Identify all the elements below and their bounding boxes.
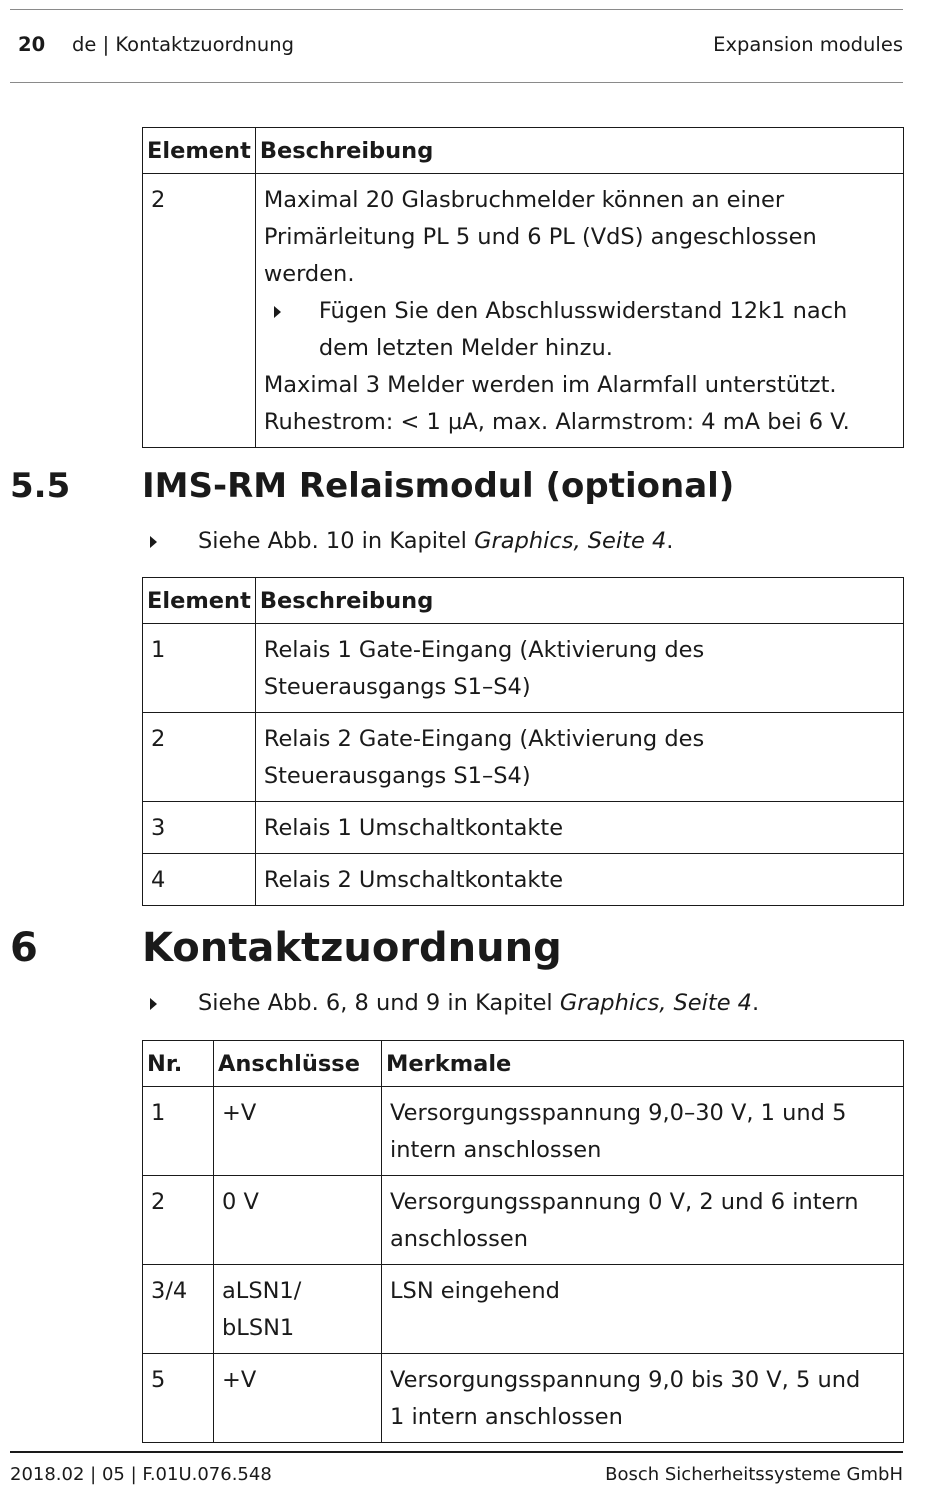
table-header-row [143,128,904,174]
instruction-line: Fügen Sie den Abschlusswiderstand 12k1 nach [318,298,848,324]
column-header-description: Beschreibung [255,578,903,624]
description-line: Primärleitung PL 5 und 6 PL (VdS) angeschlossen [263,224,817,250]
description-line: Ruhestrom: < 1 µA, max. Alarmstrom: 4 mA bei 6 V. [263,409,850,435]
feature-line: anschlossen [390,1226,528,1252]
note-text: Siehe Abb. 10 in Kapitel [198,528,475,554]
cell-feature [382,1087,904,1176]
description-line: Maximal 20 Glasbruchmelder können an einer [263,187,785,213]
description-line: werden. [263,261,355,287]
table-element-description-1 [142,127,904,448]
cell-element: 1 [143,624,256,713]
table-element-description-2 [142,577,904,906]
cell-element: 4 [143,854,256,906]
feature-line: 1 intern anschlossen [390,1404,623,1430]
cell-connection [214,1265,382,1354]
table-row [143,1265,904,1354]
instruction-item [264,293,895,367]
cell-description [255,713,903,802]
feature-line: Versorgungsspannung 9,0 bis 30 V, 5 und [390,1367,861,1393]
table-row [143,1176,904,1265]
footer-document-id: 2018.02 | 05 | F.01U.076.548 [10,1464,272,1485]
table-contact-assignment [142,1040,904,1443]
chapter-number: 6 [10,925,38,971]
table-row [143,713,904,802]
column-header-element: Element [143,578,256,624]
bullet-triangle-icon [150,536,157,548]
cell-feature [382,1176,904,1265]
cell-description [255,624,903,713]
description-line: Maximal 3 Melder werden im Alarmfall unterstützt. [263,372,837,398]
cell-description: Relais 2 Umschaltkontakte [255,854,903,906]
column-header-features: Merkmale [382,1041,904,1087]
cell-connection: 0 V [214,1176,382,1265]
note-reference-link[interactable]: Graphics, Seite 4 [474,528,667,554]
table-row [143,1087,904,1176]
chapter-heading: Kontaktzuordnung [142,925,562,971]
note-punctuation: . [666,528,674,554]
description-line: Steuerausgangs S1–S4) [263,763,531,789]
chapter-title: de | Kontaktzuordnung [72,33,295,56]
column-header-nr: Nr. [143,1041,214,1087]
column-header-element: Element [143,128,256,174]
note-reference-link[interactable]: Graphics, Seite 4 [559,990,753,1016]
header-rule [10,82,903,83]
footer-rule [10,1451,903,1453]
table-row [143,624,904,713]
note-punctuation: . [752,990,760,1016]
table-row [143,802,904,854]
bullet-triangle-icon [274,306,281,318]
description-line: Relais 1 Gate-Eingang (Aktivierung des [263,637,705,663]
footer-company: Bosch Sicherheitssysteme GmbH [605,1464,903,1485]
feature-line: Versorgungsspannung 0 V, 2 und 6 intern [390,1189,859,1215]
cell-connection: +V [214,1087,382,1176]
cell-nr: 2 [143,1176,214,1265]
feature-line: intern anschlossen [390,1137,602,1163]
cell-nr: 1 [143,1087,214,1176]
table-row [143,854,904,906]
cell-element: 3 [143,802,256,854]
cell-feature: LSN eingehend [382,1265,904,1354]
cell-description [255,174,903,448]
cell-element: 2 [143,713,256,802]
cell-nr: 5 [143,1354,214,1443]
note-text: Siehe Abb. 6, 8 und 9 in Kapitel [198,990,560,1016]
cell-element: 2 [143,174,256,448]
table-header-row [143,1041,904,1087]
section-number: 5.5 [10,466,71,506]
table-row [143,1354,904,1443]
page-number: 20 [18,33,46,56]
cell-nr: 3/4 [143,1265,214,1354]
cell-feature [382,1354,904,1443]
description-line: Steuerausgangs S1–S4) [263,674,531,700]
bullet-triangle-icon [150,998,157,1010]
connection-line: bLSN1 [222,1315,295,1341]
table-row [143,174,904,448]
cell-description: Relais 1 Umschaltkontakte [255,802,903,854]
top-rule [10,9,903,10]
book-title: Expansion modules [713,33,903,56]
column-header-connections: Anschlüsse [214,1041,382,1087]
feature-line: Versorgungsspannung 9,0–30 V, 1 und 5 [390,1100,847,1126]
section-title: IMS-RM Relaismodul (optional) [142,466,735,506]
column-header-description: Beschreibung [255,128,903,174]
table-header-row [143,578,904,624]
cell-connection: +V [214,1354,382,1443]
description-line: Relais 2 Gate-Eingang (Aktivierung des [263,726,705,752]
connection-line: aLSN1/ [222,1278,302,1304]
instruction-line: dem letzten Melder hinzu. [318,335,613,361]
